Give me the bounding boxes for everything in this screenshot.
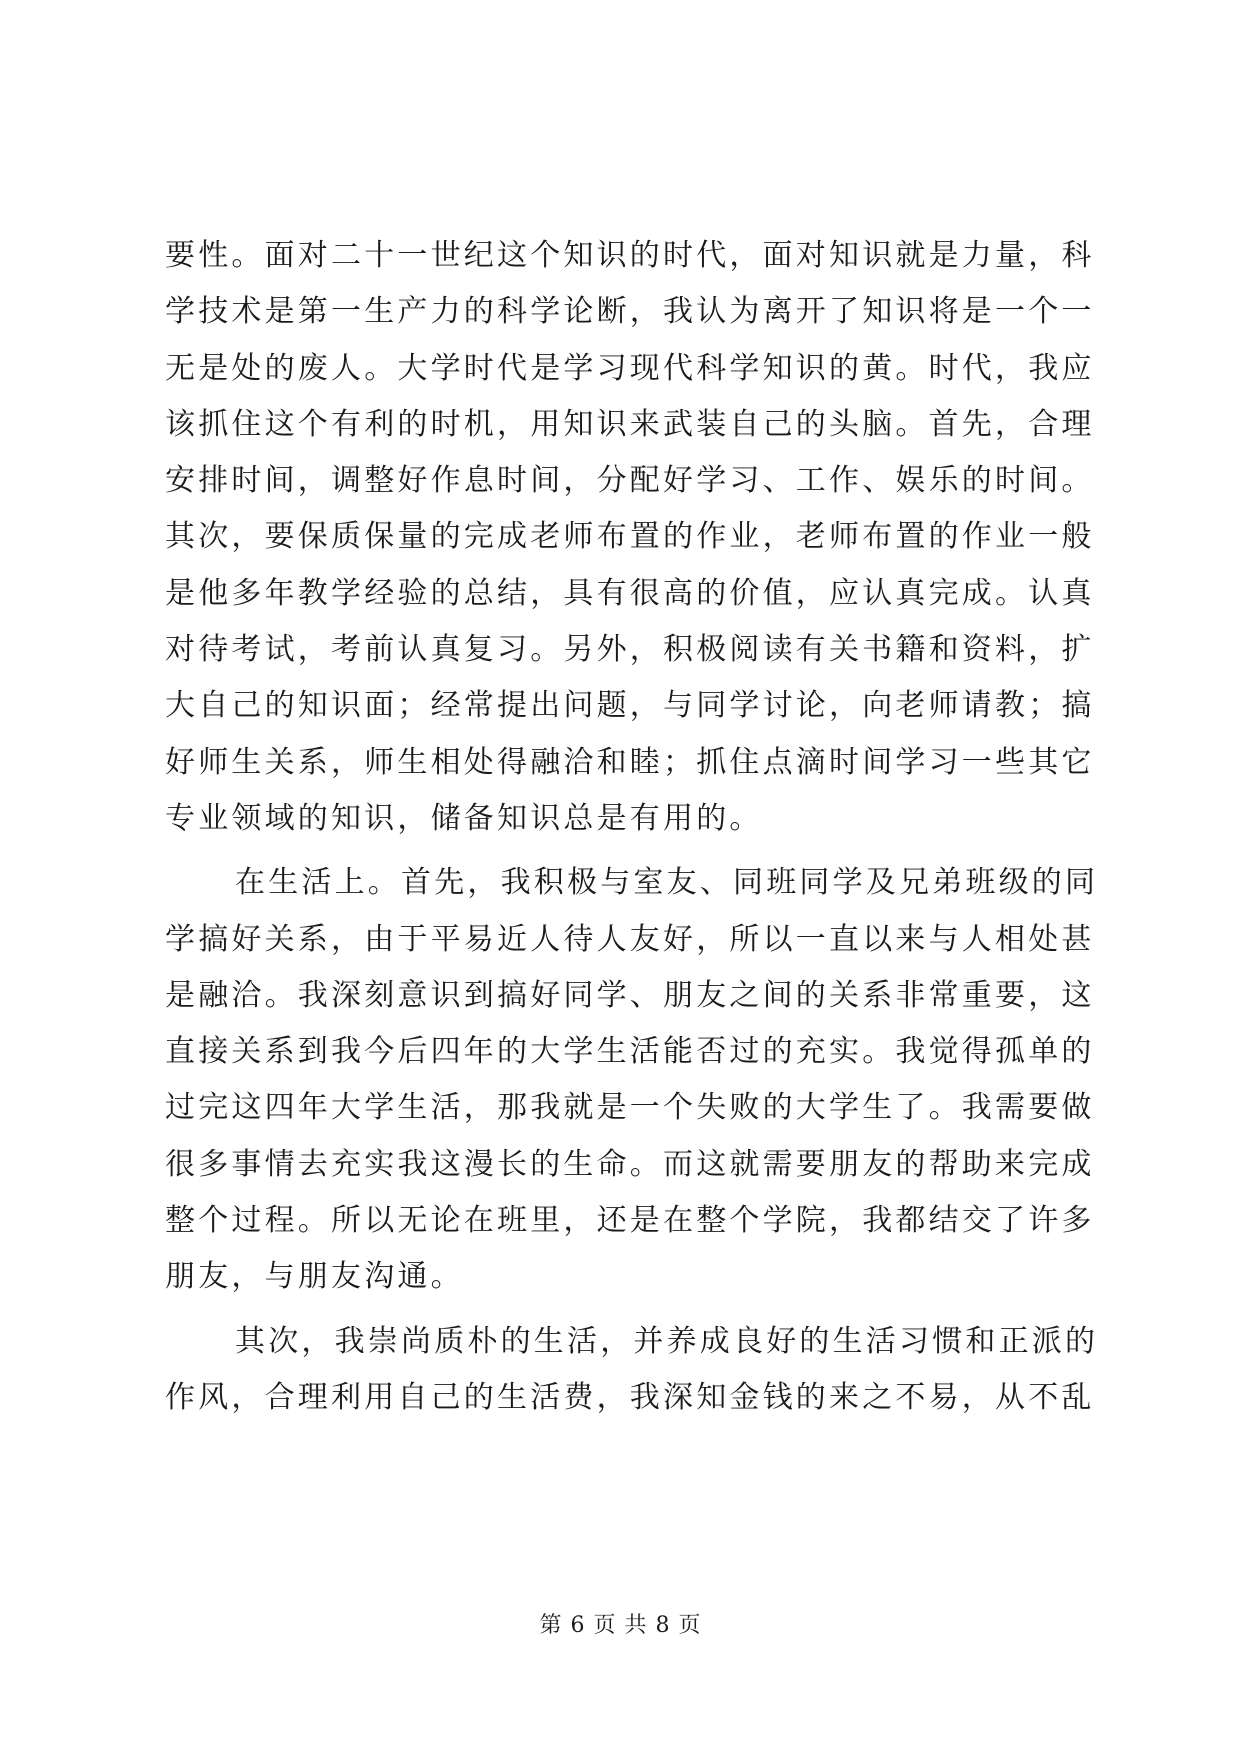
text-line: 过完这四年大学生活，那我就是一个失败的大学生了。我需要做 (165, 1090, 1095, 1126)
text-line: 对待考试，考前认真复习。另外，积极阅读有关书籍和资料，扩 (165, 632, 1095, 668)
document-body (165, 228, 1099, 1426)
text-line: 大自己的知识面；经常提出问题，与同学讨论，向老师请教；搞 (165, 688, 1095, 724)
text-line: 是融洽。我深刻意识到搞好同学、朋友之间的关系非常重要，这 (165, 977, 1095, 1013)
text-line: 其次，我崇尚质朴的生活，并养成良好的生活习惯和正派的 (235, 1323, 1099, 1359)
text-line: 很多事情去充实我这漫长的生命。而这就需要朋友的帮助来完成 (165, 1146, 1095, 1182)
page-number-footer: 第 6 页 共 8 页 (539, 1613, 702, 1638)
text-line: 安排时间，调整好作息时间，分配好学习、工作、娱乐的时间。 (165, 463, 1095, 499)
text-line: 整个过程。所以无论在班里，还是在整个学院，我都结交了许多 (165, 1203, 1095, 1239)
text-line: 是他多年教学经验的总结，具有很高的价值，应认真完成。认真 (165, 575, 1095, 611)
text-line: 直接关系到我今后四年的大学生活能否过的充实。我觉得孤单的 (165, 1034, 1095, 1070)
text-line: 好师生关系，师生相处得融洽和睦；抓住点滴时间学习一些其它 (165, 744, 1095, 780)
text-line: 在生活上。首先，我积极与室友、同班同学及兄弟班级的同 (235, 865, 1099, 901)
paragraph (165, 1314, 1099, 1427)
text-line: 该抓住这个有利的时机，用知识来武装自己的头脑。首先，合理 (165, 406, 1095, 442)
text-line: 作风，合理利用自己的生活费，我深知金钱的来之不易，从不乱 (165, 1379, 1095, 1415)
text-line: 要性。面对二十一世纪这个知识的时代，面对知识就是力量，科 (165, 238, 1095, 273)
paragraph (165, 228, 1095, 847)
text-line: 专业领域的知识，储备知识总是有用的。 (165, 800, 763, 836)
text-line: 学搞好关系，由于平易近人待人友好，所以一直以来与人相处甚 (165, 921, 1095, 957)
text-line: 学技术是第一生产力的科学论断，我认为离开了知识将是一个一 (165, 294, 1095, 330)
paragraph (165, 855, 1099, 1305)
text-line: 无是处的废人。大学时代是学习现代科学知识的黄。时代，我应 (165, 350, 1095, 386)
text-line: 朋友，与朋友沟通。 (165, 1259, 464, 1295)
text-line: 其次，要保质保量的完成老师布置的作业，老师布置的作业一般 (165, 519, 1095, 555)
